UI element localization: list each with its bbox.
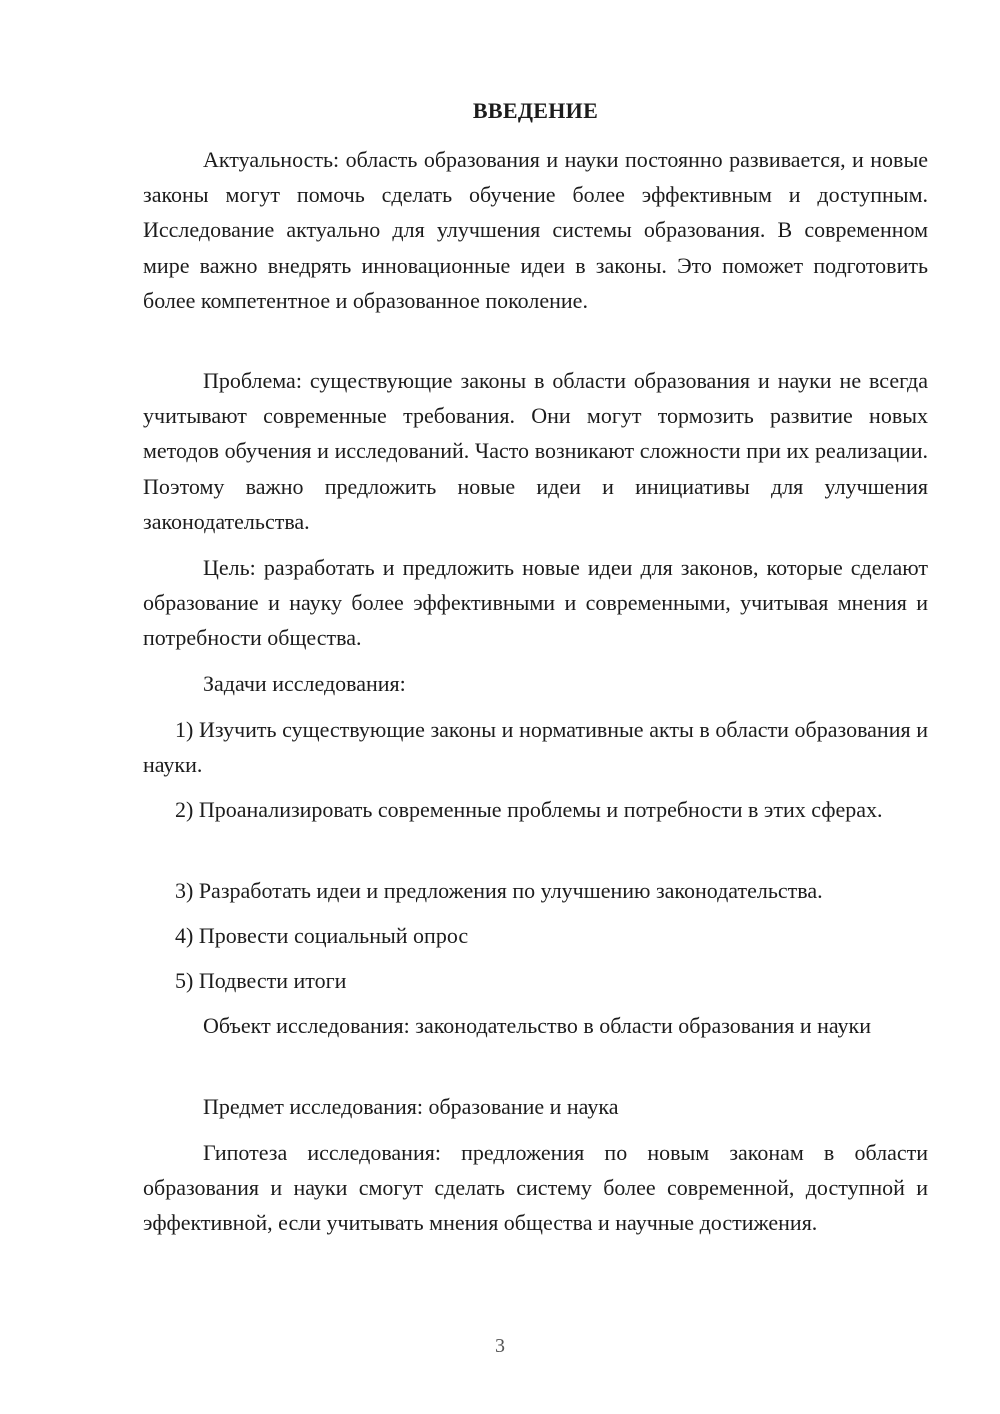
section-heading: ВВЕДЕНИЕ — [472, 98, 599, 123]
tasks-title: Задачи исследования: — [203, 671, 406, 696]
goal-paragraph: Цель: разработать и предложить новые идеи для законов, которые сделают образование и науку более эффективными и современными, учитывая мнения и потребности общества. — [143, 555, 928, 651]
task-item-2: 2) Проанализировать современные проблемы и потребности в этих сферах. — [175, 797, 883, 822]
task-item-4: 4) Провести социальный опрос — [175, 923, 469, 948]
problem-paragraph: Проблема: существующие законы в области образования и науки не всегда учитывают современные требования. Они могут тормозить развитие новых методов обучения и исследований. Часто возникают сложности при их реализации. Поэтому важно предложить новые идеи и инициативы для улучшения законодательства. — [143, 368, 928, 534]
object-paragraph: Объект исследования: законодательство в области образования и науки — [203, 1013, 871, 1038]
task-item-1: 1) Изучить существующие законы и нормативные акты в области образования и науки. — [143, 717, 928, 778]
task-item-3: 3) Разработать идеи и предложения по улучшению законодательства. — [175, 878, 823, 903]
relevance-paragraph: Актуальность: область образования и науки постоянно развивается, и новые законы могут помочь сделать обучение более эффективным и доступным. Исследование актуально для улучшения системы образования. В современном мире важно внедрять инновационные идеи в законы. Это поможет подготовить более компетентное и образованное поколение. — [143, 147, 928, 313]
subject-paragraph: Предмет исследования: образование и наука — [203, 1094, 619, 1119]
task-item-5: 5) Подвести итоги — [175, 968, 347, 993]
hypothesis-paragraph: Гипотеза исследования: предложения по новым законам в области образования и науки смогут сделать систему более современной, доступной и эффективной, если учитывать мнения общества и научные достижения. — [143, 1140, 928, 1236]
page-number: 3 — [495, 1335, 505, 1357]
